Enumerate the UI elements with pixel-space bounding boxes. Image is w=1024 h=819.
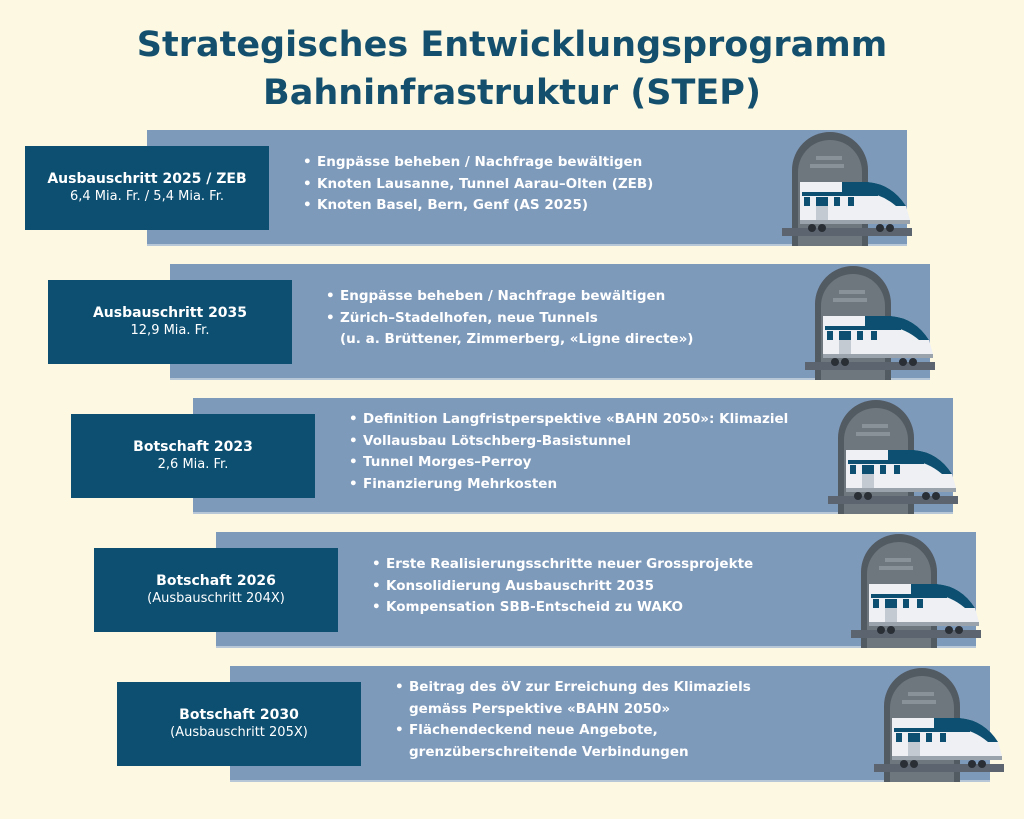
step-bullet-item: • Beitrag des öV zur Erreichung des Klimaziels [395, 677, 751, 699]
step-row [0, 532, 1024, 652]
page-title-line-1: Strategisches Entwicklungsprogramm [136, 25, 888, 65]
step-bullet-item: • Flächendeckend neue Angebote, [395, 720, 751, 742]
step-label-box [94, 548, 338, 632]
step-row [0, 264, 1024, 384]
step-bullet-item: • Zürich–Stadelhofen, neue Tunnels [326, 308, 693, 330]
step-bullet-list [372, 554, 753, 619]
step-row [0, 130, 1024, 250]
step-bullet-item: grenzüberschreitende Verbindungen [409, 743, 689, 760]
tunnel-train-icon [874, 666, 1004, 782]
step-bullet-list [326, 286, 693, 351]
step-bullet-item: gemäss Perspektive «BAHN 2050» [409, 700, 671, 717]
step-bullet-item: (u. a. Brüttener, Zimmerberg, «Ligne directe») [340, 331, 694, 347]
step-bullet-item: • Engpässe beheben / Nachfrage bewältigen [303, 152, 653, 174]
step-label-box [117, 682, 361, 766]
step-subtitle: 6,4 Mia. Fr. / 5,4 Mia. Fr. [69, 189, 224, 204]
step-subtitle: 2,6 Mia. Fr. [157, 457, 229, 472]
step-bullet-item: • Knoten Lausanne, Tunnel Aarau–Olten (ZEB) [303, 174, 653, 196]
step-title: Botschaft 2030 [179, 707, 299, 723]
step-subtitle: 12,9 Mia. Fr. [130, 323, 210, 338]
step-label-box [25, 146, 269, 230]
step-subtitle: (Ausbauschritt 204X) [147, 591, 285, 606]
step-title: Ausbauschritt 2035 [92, 305, 248, 321]
step-bullet-item: • Konsolidierung Ausbauschritt 2035 [372, 576, 753, 598]
step-bullet-item: • Tunnel Morges–Perroy [349, 452, 788, 474]
step-row [0, 666, 1024, 786]
step-title: Ausbauschritt 2025 / ZEB [47, 171, 247, 187]
step-subtitle: (Ausbauschritt 205X) [170, 725, 308, 740]
step-row [0, 398, 1024, 518]
step-bullet-item: • Definition Langfristperspektive «BAHN 2050»: Klimaziel [349, 409, 788, 431]
tunnel-train-icon [828, 398, 958, 514]
step-bullet-list [395, 677, 751, 763]
step-bullet-item: • Kompensation SBB-Entscheid zu WAKO [372, 597, 753, 619]
step-label-box [71, 414, 315, 498]
page-title-line-2: Bahninfrastruktur (STEP) [263, 73, 761, 113]
step-bullet-item: • Knoten Basel, Bern, Genf (AS 2025) [303, 195, 653, 217]
step-bullet-list [303, 152, 653, 217]
step-bullet-item: • Vollausbau Lötschberg-Basistunnel [349, 431, 788, 453]
step-title: Botschaft 2023 [133, 439, 253, 455]
step-bullet-item: • Engpässe beheben / Nachfrage bewältigen [326, 286, 693, 308]
step-bullet-list [349, 409, 788, 495]
step-label-box [48, 280, 292, 364]
step-bullet-item: • Finanzierung Mehrkosten [349, 474, 788, 496]
tunnel-train-icon [851, 532, 981, 648]
step-title: Botschaft 2026 [156, 573, 276, 589]
step-bullet-item: • Erste Realisierungsschritte neuer Grossprojekte [372, 554, 753, 576]
tunnel-train-icon [805, 264, 935, 380]
tunnel-train-icon [782, 130, 912, 246]
